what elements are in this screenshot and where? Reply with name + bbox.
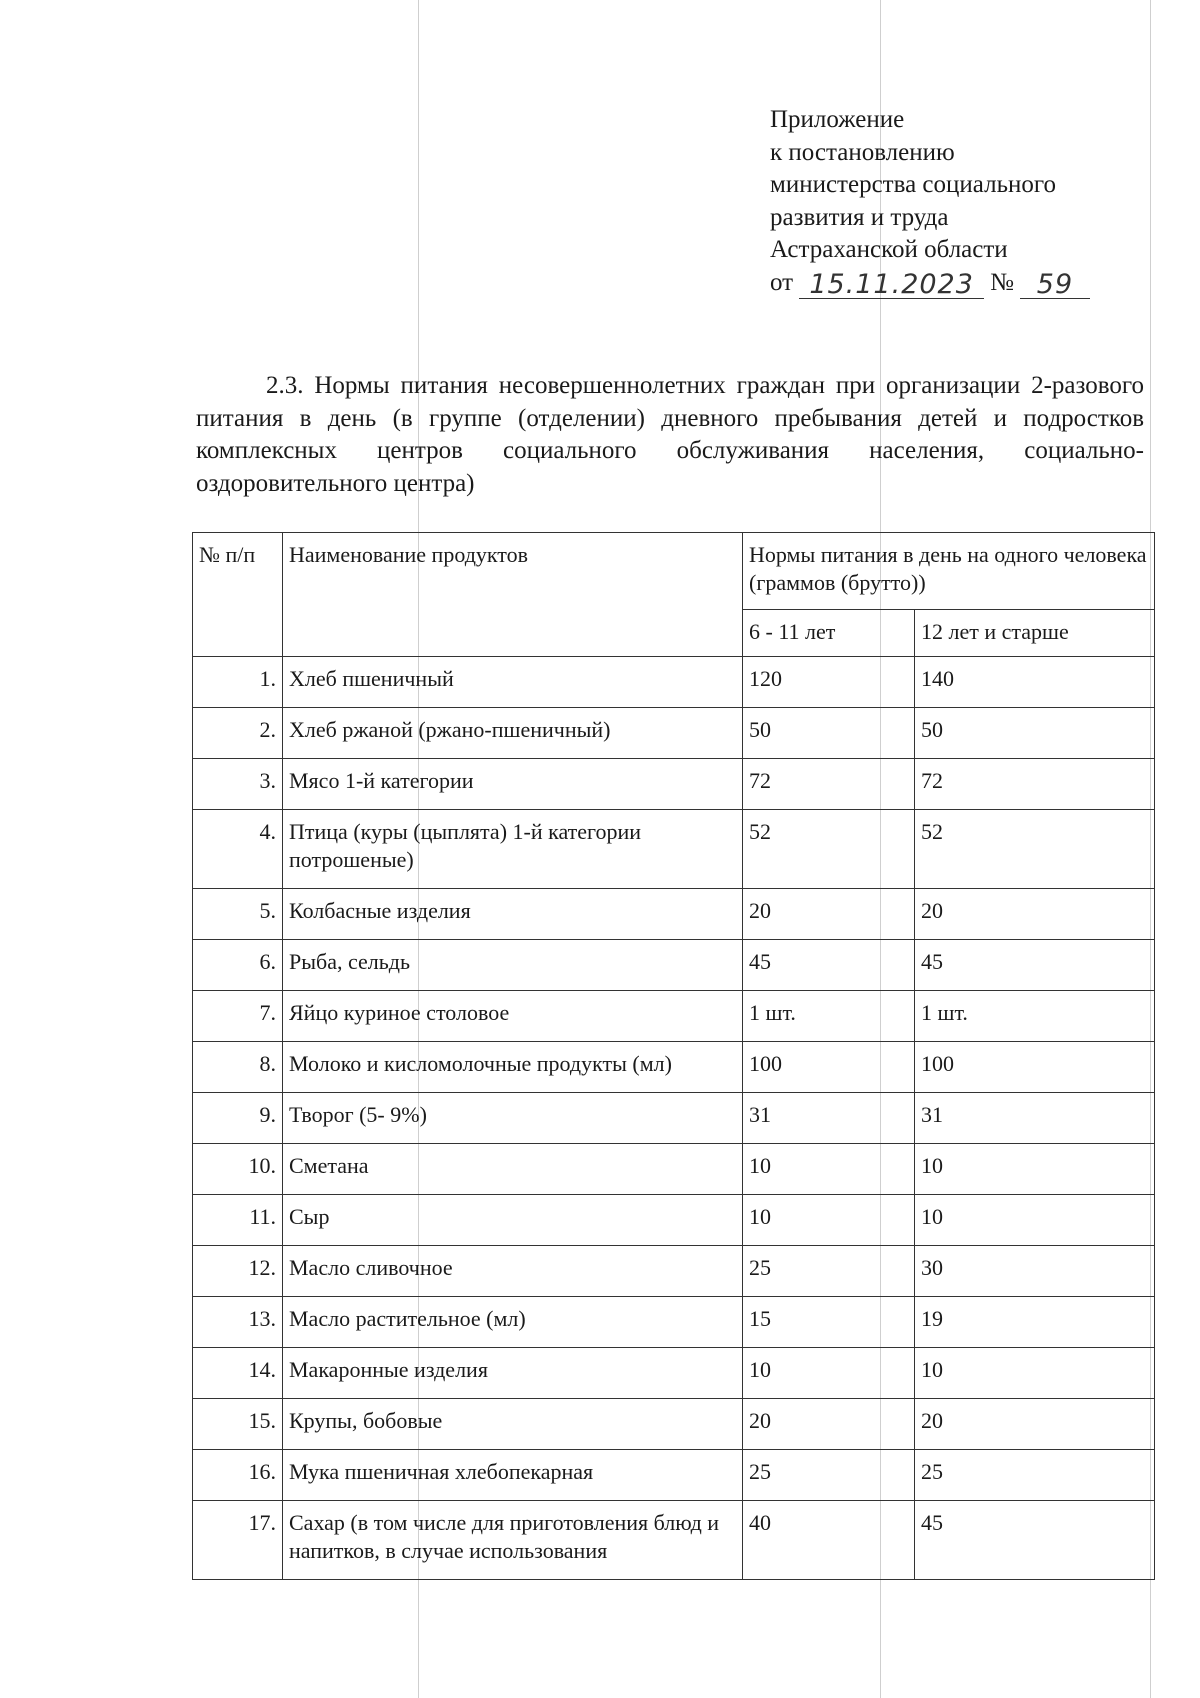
norm-6-11: 20 bbox=[743, 1399, 915, 1450]
header-product-name: Наименование продуктов bbox=[283, 533, 743, 657]
section-heading: 2.3. Нормы питания несовершеннолетних граждан при организации 2-разового питания в день (в группе (отделении) дневного пребывания детей и подростков комплексных центров социального обслуживания населения, социально-оздоровительного центра) bbox=[196, 372, 1144, 497]
appendix-line: развития и труда bbox=[770, 203, 949, 231]
row-number: 17. bbox=[193, 1501, 283, 1580]
norm-12-plus: 10 bbox=[915, 1348, 1155, 1399]
norm-6-11: 45 bbox=[743, 940, 915, 991]
row-number: 2. bbox=[193, 708, 283, 759]
norm-12-plus: 19 bbox=[915, 1297, 1155, 1348]
product-name: Рыба, сельдь bbox=[283, 940, 743, 991]
norm-6-11: 10 bbox=[743, 1195, 915, 1246]
product-name: Крупы, бобовые bbox=[283, 1399, 743, 1450]
header-age-6-11: 6 - 11 лет bbox=[743, 610, 915, 657]
product-name: Сметана bbox=[283, 1144, 743, 1195]
table-row bbox=[193, 991, 1155, 1042]
norm-12-plus: 45 bbox=[915, 940, 1155, 991]
product-name: Сыр bbox=[283, 1195, 743, 1246]
product-name: Масло растительное (мл) bbox=[283, 1297, 743, 1348]
header-age-12-plus: 12 лет и старше bbox=[915, 610, 1155, 657]
signature-line bbox=[770, 267, 1090, 300]
table-row bbox=[193, 708, 1155, 759]
norm-12-plus: 20 bbox=[915, 889, 1155, 940]
row-number: 3. bbox=[193, 759, 283, 810]
norm-6-11: 25 bbox=[743, 1450, 915, 1501]
norm-12-plus: 10 bbox=[915, 1144, 1155, 1195]
from-label: от bbox=[770, 268, 794, 296]
row-number: 16. bbox=[193, 1450, 283, 1501]
row-number: 6. bbox=[193, 940, 283, 991]
table-row bbox=[193, 810, 1155, 889]
norm-6-11: 31 bbox=[743, 1093, 915, 1144]
table-row bbox=[193, 1144, 1155, 1195]
norm-12-plus: 45 bbox=[915, 1501, 1155, 1580]
norm-6-11: 10 bbox=[743, 1348, 915, 1399]
norm-6-11: 10 bbox=[743, 1144, 915, 1195]
table-row bbox=[193, 1450, 1155, 1501]
appendix-line: Приложение bbox=[770, 106, 905, 133]
product-name: Мука пшеничная хлебопекарная bbox=[283, 1450, 743, 1501]
row-number: 9. bbox=[193, 1093, 283, 1144]
row-number: 12. bbox=[193, 1246, 283, 1297]
table-row bbox=[193, 1297, 1155, 1348]
norm-6-11: 120 bbox=[743, 657, 915, 708]
norm-12-plus: 140 bbox=[915, 657, 1155, 708]
table-row bbox=[193, 1348, 1155, 1399]
table-row bbox=[193, 1399, 1155, 1450]
appendix-line: к постановлению bbox=[770, 138, 955, 166]
norm-12-plus: 10 bbox=[915, 1195, 1155, 1246]
product-name: Сахар (в том числе для приготовления блюд и напитков, в случае использования bbox=[283, 1501, 743, 1580]
table-row bbox=[193, 889, 1155, 940]
norm-12-plus: 31 bbox=[915, 1093, 1155, 1144]
norm-6-11: 40 bbox=[743, 1501, 915, 1580]
row-number: 4. bbox=[193, 810, 283, 889]
appendix-line: министерства социального bbox=[770, 171, 1056, 198]
product-name: Птица (куры (цыплята) 1-й категории потрошеные) bbox=[283, 810, 743, 889]
norm-12-plus: 100 bbox=[915, 1042, 1155, 1093]
header-num: № п/п bbox=[193, 533, 283, 657]
norm-12-plus: 52 bbox=[915, 810, 1155, 889]
row-number: 7. bbox=[193, 991, 283, 1042]
row-number: 14. bbox=[193, 1348, 283, 1399]
product-name: Хлеб ржаной (ржано-пшеничный) bbox=[283, 708, 743, 759]
table-row bbox=[193, 1042, 1155, 1093]
norm-6-11: 1 шт. bbox=[743, 991, 915, 1042]
norm-6-11: 25 bbox=[743, 1246, 915, 1297]
table-row bbox=[193, 940, 1155, 991]
norm-12-plus: 20 bbox=[915, 1399, 1155, 1450]
nutrition-norms-table bbox=[192, 532, 1155, 1580]
norm-6-11: 15 bbox=[743, 1297, 915, 1348]
table-row bbox=[193, 657, 1155, 708]
row-number: 15. bbox=[193, 1399, 283, 1450]
product-name: Масло сливочное bbox=[283, 1246, 743, 1297]
norm-6-11: 20 bbox=[743, 889, 915, 940]
row-number: 1. bbox=[193, 657, 283, 708]
table-row bbox=[193, 1501, 1155, 1580]
norm-6-11: 52 bbox=[743, 810, 915, 889]
appendix-line: Астраханской области bbox=[770, 236, 1008, 263]
header-norms: Нормы питания в день на одного человека (граммов (брутто)) bbox=[743, 533, 1155, 610]
product-name: Макаронные изделия bbox=[283, 1348, 743, 1399]
norm-6-11: 50 bbox=[743, 708, 915, 759]
norm-12-plus: 72 bbox=[915, 759, 1155, 810]
norm-12-plus: 1 шт. bbox=[915, 991, 1155, 1042]
row-number: 13. bbox=[193, 1297, 283, 1348]
norm-6-11: 72 bbox=[743, 759, 915, 810]
table-row bbox=[193, 759, 1155, 810]
product-name: Молоко и кисломолочные продукты (мл) bbox=[283, 1042, 743, 1093]
handwritten-number: 59 bbox=[1020, 272, 1090, 299]
product-name: Яйцо куриное столовое bbox=[283, 991, 743, 1042]
row-number: 8. bbox=[193, 1042, 283, 1093]
handwritten-date: 15.11.2023 bbox=[799, 272, 984, 299]
number-label: № bbox=[990, 268, 1014, 296]
product-name: Мясо 1-й категории bbox=[283, 759, 743, 810]
row-number: 10. bbox=[193, 1144, 283, 1195]
appendix-block bbox=[770, 104, 1090, 299]
norm-12-plus: 25 bbox=[915, 1450, 1155, 1501]
norm-6-11: 100 bbox=[743, 1042, 915, 1093]
table-header-row bbox=[193, 533, 1155, 610]
table-row bbox=[193, 1195, 1155, 1246]
product-name: Хлеб пшеничный bbox=[283, 657, 743, 708]
norm-12-plus: 30 bbox=[915, 1246, 1155, 1297]
product-name: Колбасные изделия bbox=[283, 889, 743, 940]
table-row bbox=[193, 1246, 1155, 1297]
row-number: 5. bbox=[193, 889, 283, 940]
product-name: Творог (5- 9%) bbox=[283, 1093, 743, 1144]
norm-12-plus: 50 bbox=[915, 708, 1155, 759]
row-number: 11. bbox=[193, 1195, 283, 1246]
table-row bbox=[193, 1093, 1155, 1144]
